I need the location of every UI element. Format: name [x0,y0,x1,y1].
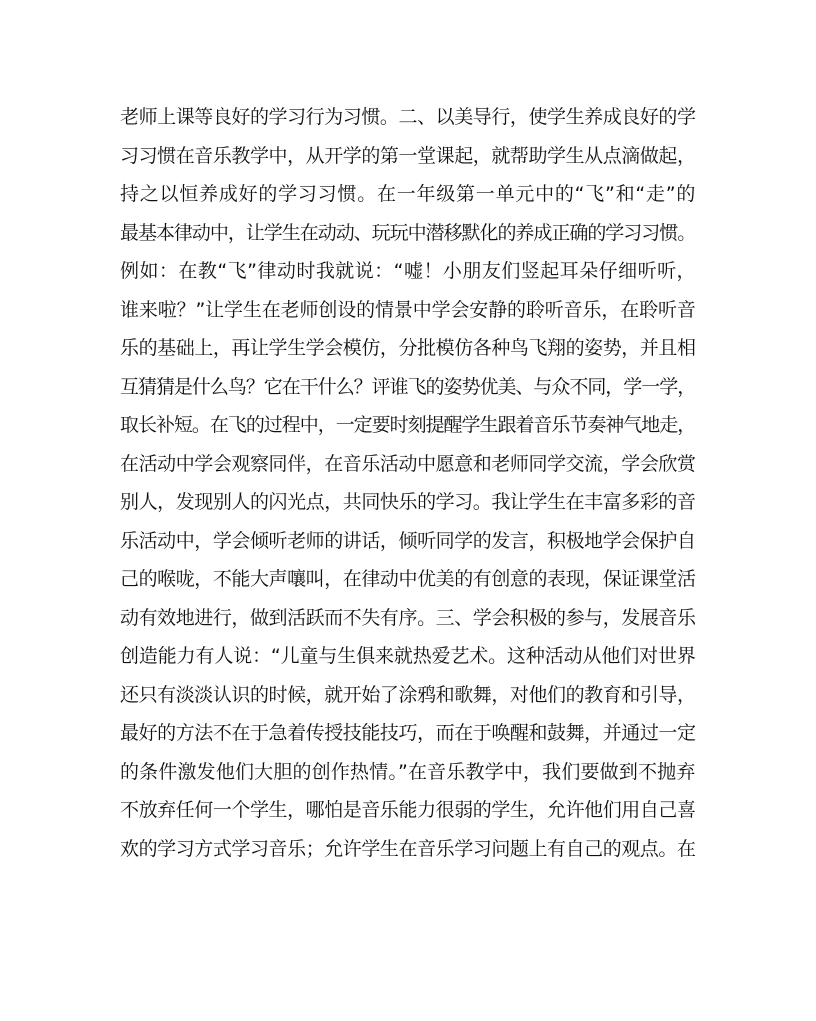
text-line-3: 持之以恒养成好的学习习惯。在一年级第一单元中的“飞”和“走”的 [120,183,697,205]
text-line-9: 取长补短。在飞的过程中，一定要时刻提醒学生跟着音乐节奏神气地走， [120,414,696,436]
text-line-20: 欢的学习方式学习音乐；允许学生在音乐学习问题上有自己的观点。在 [120,837,696,860]
text-line-14: 动有效地进行，做到活跃而不失有序。三、学会积极的参与，发展音乐 [120,606,696,629]
text-line-17: 最好的方法不在于急着传授技能技巧，而在于唤醒和鼓舞，并通过一定 [120,722,696,744]
text-line-10: 在活动中学会观察同伴，在音乐活动中愿意和老师同学交流，学会欣赏 [120,452,696,475]
text-line-12: 乐活动中，学会倾听老师的讲话，倾听同学的发言，积极地学会保护自 [120,529,696,552]
text-line-18: 的条件激发他们大胆的创作热情。”在音乐教学中，我们要做到不抛弃 [120,760,696,783]
text-line-8: 互猜猜是什么鸟？它在干什么？评谁飞的姿势优美、与众不同，学一学， [120,375,696,398]
text-line-5: 例如：在教“飞”律动时我就说：“嘘！小朋友们竖起耳朵仔细听听， [120,260,696,282]
text-line-11: 别人，发现别人的闪光点，共同快乐的学习。我让学生在丰富多彩的音 [120,491,696,513]
text-line-15: 创造能力有人说：“儿童与生俱来就热爱艺术。这种活动从他们对世界 [120,645,696,667]
text-line-16: 还只有淡淡认识的时候，就开始了涂鸦和歌舞，对他们的教育和引导， [120,683,696,706]
text-line-7: 乐的基础上，再让学生学会模仿，分批模仿各种鸟飞翔的姿势，并且相 [120,337,696,359]
text-line-19: 不放弃任何一个学生，哪怕是音乐能力很弱的学生，允许他们用自己喜 [120,799,696,821]
text-line-4: 最基本律动中，让学生在动动、玩玩中潜移默化的养成正确的学习习惯。 [120,221,696,244]
text-line-13: 己的喉咙，不能大声嚷叫，在律动中优美的有创意的表现，保证课堂活 [120,568,696,590]
text-line-1: 老师上课等良好的学习行为习惯。二、以美导行，使学生养成良好的学 [120,106,696,128]
text-line-2: 习习惯在音乐教学中，从开学的第一堂课起，就帮助学生从点滴做起， [120,144,696,167]
text-line-6: 谁来啦？”让学生在老师创设的情景中学会安静的聆听音乐，在聆听音 [120,298,696,321]
